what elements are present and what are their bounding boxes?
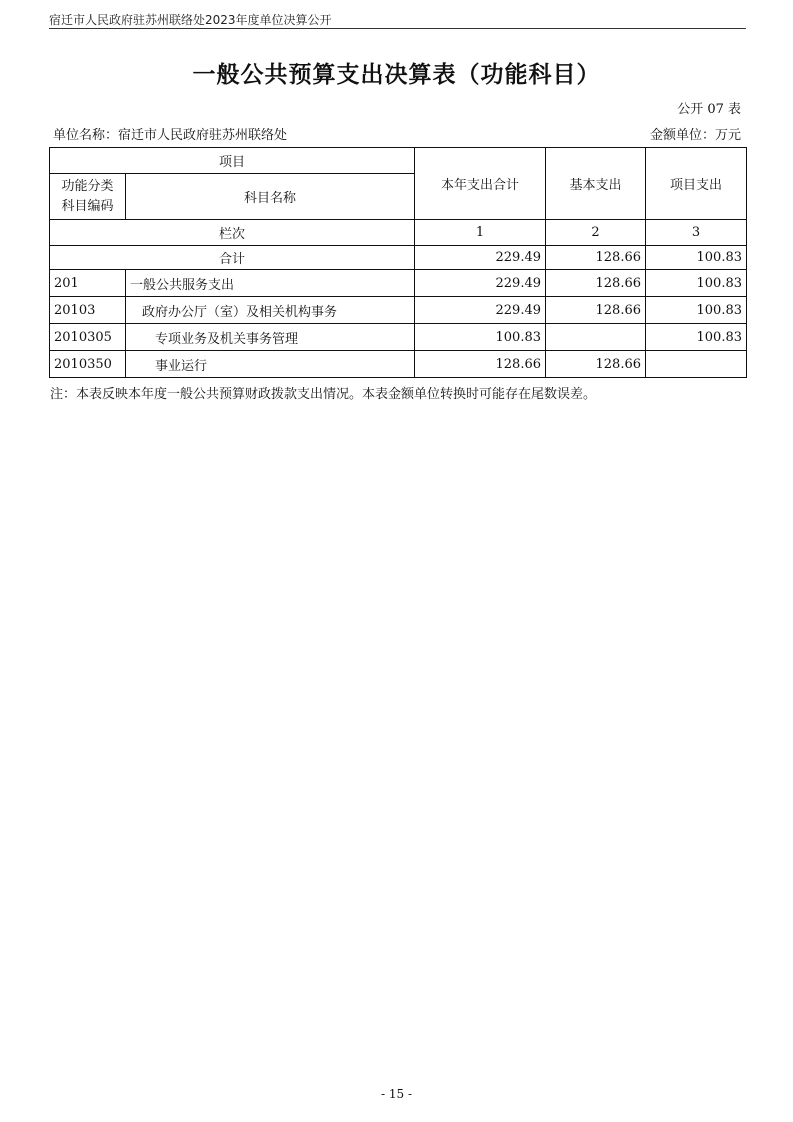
header-subject-name: 科目名称	[126, 174, 415, 220]
row-code: 2010350	[50, 351, 126, 378]
total-amount: 229.49	[415, 246, 546, 270]
total-project-expenditure: 100.83	[646, 246, 747, 270]
row-project-expenditure: 100.83	[646, 324, 747, 351]
total-row	[50, 246, 747, 270]
table-row	[50, 297, 747, 324]
row-code: 201	[50, 270, 126, 297]
row-project-expenditure: 100.83	[646, 297, 747, 324]
column-index-3: 3	[646, 220, 747, 246]
column-index-2: 2	[546, 220, 646, 246]
header-project-expenditure: 项目支出	[646, 148, 747, 220]
row-subject-name: 事业运行	[126, 351, 415, 378]
expenditure-table	[49, 147, 747, 378]
header-code-line1: 功能分类	[61, 178, 114, 194]
header-rule	[49, 28, 746, 29]
header-project: 项目	[50, 148, 415, 174]
table-row	[50, 324, 747, 351]
row-subject-name: 政府办公厅（室）及相关机构事务	[126, 297, 415, 324]
row-total: 100.83	[415, 324, 546, 351]
total-label: 合计	[50, 246, 415, 270]
table-note: 注：本表反映本年度一般公共预算财政拨款支出情况。本表金额单位转换时可能存在尾数误差。	[50, 387, 597, 402]
row-basic: 128.66	[546, 270, 646, 297]
row-total: 229.49	[415, 297, 546, 324]
column-index-1: 1	[415, 220, 546, 246]
header-code	[50, 174, 126, 220]
column-index-row	[50, 220, 747, 246]
running-header: 宿迁市人民政府驻苏州联络处2023年度单位决算公开	[49, 13, 332, 27]
money-unit: 金额单位：万元	[649, 128, 741, 143]
column-index-label: 栏次	[50, 220, 415, 246]
row-project-expenditure	[646, 351, 747, 378]
table-row	[50, 270, 747, 297]
row-basic: 128.66	[546, 297, 646, 324]
header-total: 本年支出合计	[415, 148, 546, 220]
header-row-project	[50, 148, 747, 174]
header-code-line2: 科目编码	[61, 198, 114, 214]
row-basic: 128.66	[546, 351, 646, 378]
row-subject-name: 专项业务及机关事务管理	[126, 324, 415, 351]
row-total: 229.49	[415, 270, 546, 297]
row-total: 128.66	[415, 351, 546, 378]
total-basic: 128.66	[546, 246, 646, 270]
page-number: - 15 -	[380, 1087, 412, 1101]
row-code: 2010305	[50, 324, 126, 351]
header-basic: 基本支出	[546, 148, 646, 220]
table-row	[50, 351, 747, 378]
table-number: 公开 07 表	[677, 102, 741, 117]
row-code: 20103	[50, 297, 126, 324]
report-title: 一般公共预算支出决算表（功能科目）	[192, 62, 601, 88]
row-basic	[546, 324, 646, 351]
unit-name: 单位名称：宿迁市人民政府驻苏州联络处	[53, 128, 288, 143]
row-subject-name: 一般公共服务支出	[126, 270, 415, 297]
row-project-expenditure: 100.83	[646, 270, 747, 297]
